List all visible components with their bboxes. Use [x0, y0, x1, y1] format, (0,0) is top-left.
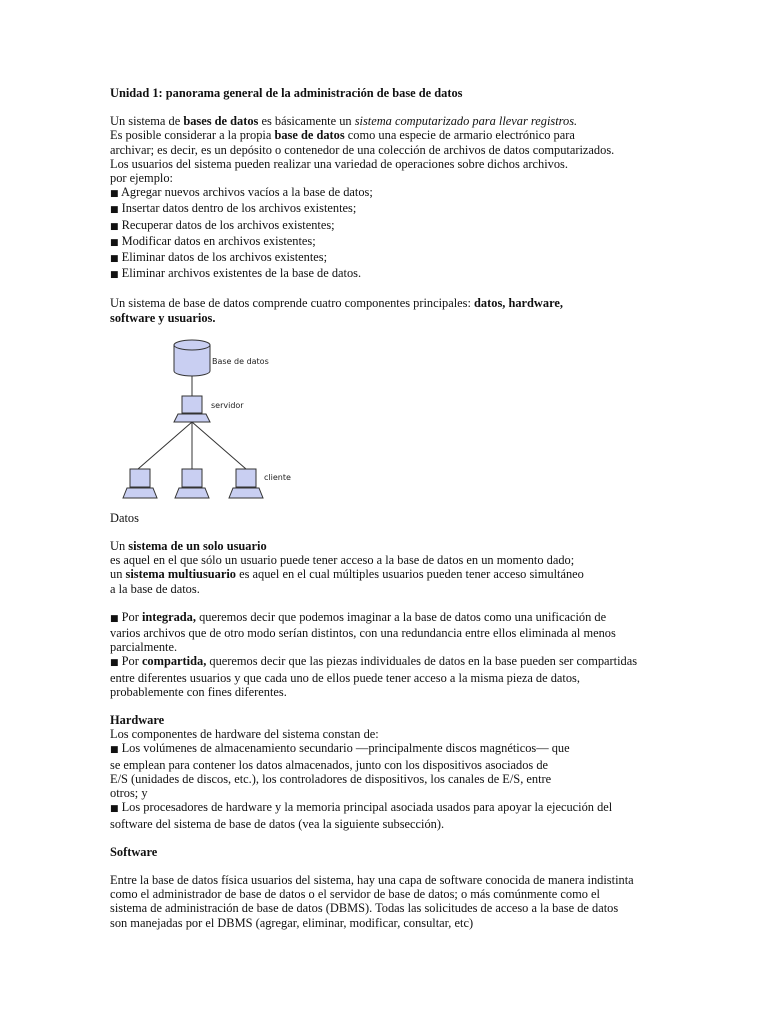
bullet-icon: ■ [110, 658, 119, 669]
italic-term: sistema computarizado para llevar registros. [354, 114, 578, 129]
bullet-icon: ■ [110, 254, 119, 265]
datos-line [110, 567, 670, 581]
bold-term: sistema de un solo usuario [128, 539, 267, 554]
bullet-icon: ■ [110, 237, 119, 248]
bullet-icon: ■ [110, 205, 119, 216]
bold-term: integrada, [141, 609, 196, 624]
list-item-text: Modificar datos en archivos existentes; [121, 233, 316, 248]
text: como una especie de armario electrónico para [344, 128, 575, 143]
compartida-line: entre diferentes usuarios y que cada uno de ellos puede tener acceso a la misma pieza de datos, [110, 670, 580, 685]
section-heading [110, 845, 670, 859]
list-item [110, 185, 670, 201]
bold-term: sistema multiusuario [125, 567, 236, 582]
client-computer-icon [175, 469, 209, 498]
hardware-line: Los componentes de hardware del sistema constan de: [110, 727, 379, 742]
list-item [110, 250, 670, 266]
text: Un sistema de [110, 114, 184, 129]
text: Los procesadores de hardware y la memoria principal asociada usados para apoyar la ejecución del [118, 800, 613, 815]
bold-term: base de datos [274, 128, 345, 143]
text: Los volúmenes de almacenamiento secundario —principalmente discos magnéticos— que [118, 741, 570, 756]
list-item-text: Eliminar datos de los archivos existentes; [121, 250, 328, 265]
bullet-icon: ■ [110, 613, 119, 624]
bullet-icon: ■ [110, 804, 119, 815]
list-item-text: Agregar nuevos archivos vacíos a la base de datos; [120, 185, 373, 200]
bullet-icon: ■ [110, 189, 119, 200]
server-icon [174, 396, 210, 422]
client-server-diagram [110, 336, 300, 501]
network-link [138, 422, 192, 469]
hardware-line [110, 741, 670, 757]
bold-term: software y usuarios. [110, 310, 216, 325]
software-section [110, 845, 670, 930]
integrada-paragraph [110, 610, 670, 655]
list-item [110, 266, 670, 282]
hardware-line: se emplean para contener los datos almacenados, junto con los dispositivos asociados de [110, 757, 549, 772]
bold-term: datos, hardware, [474, 296, 563, 311]
operations-list [110, 185, 670, 282]
text: Por [118, 654, 142, 669]
datos-section [110, 511, 670, 596]
compartida-line: probablemente con fines diferentes. [110, 684, 287, 699]
components-paragraph [110, 296, 670, 324]
page-title: Unidad 1: panorama general de la administración de base de datos [110, 86, 463, 100]
section-heading: Datos [110, 510, 139, 525]
hardware-line: otros; y [110, 786, 148, 801]
list-item-text: Eliminar archivos existentes de la base de datos. [121, 266, 362, 281]
text: es aquel en el cual múltiples usuarios pueden tener acceso simultáneo [236, 567, 584, 582]
server-label: servidor [211, 400, 244, 410]
list-item [110, 201, 670, 217]
bullet-icon: ■ [110, 745, 119, 756]
bullet-icon: ■ [110, 270, 119, 281]
datos-line: es aquel en el que sólo un usuario puede tener acceso a la base de datos en un momento dado; [110, 553, 575, 568]
intro-line: por ejemplo: [110, 171, 173, 186]
heading-text: Hardware [110, 713, 165, 728]
list-item [110, 218, 670, 234]
client-label: cliente [264, 472, 291, 482]
bold-term: bases de datos [183, 114, 259, 129]
list-item-text: Recuperar datos de los archivos existentes; [121, 217, 335, 232]
components-line [110, 311, 670, 325]
intro-line [110, 114, 670, 128]
list-item [110, 234, 670, 250]
integrada-line [110, 610, 670, 626]
software-line: Entre la base de datos física usuarios del sistema, hay una capa de software conocida de manera indistinta [110, 872, 634, 887]
bold-term: compartida, [141, 654, 207, 669]
datos-line: a la base de datos. [110, 581, 200, 596]
hardware-line: software del sistema de base de datos (vea la siguiente subsección). [110, 816, 445, 831]
hardware-section [110, 713, 670, 831]
software-line: son manejadas por el DBMS (agregar, eliminar, modificar, consultar, etc) [110, 915, 474, 930]
integrada-line: varios archivos que de otro modo serían distintos, con una redundancia entre ellos eliminada al menos [110, 626, 616, 641]
datos-line [110, 539, 670, 553]
client-computer-icon [123, 469, 157, 498]
text: Un [110, 539, 129, 554]
components-line [110, 296, 670, 310]
intro-paragraph [110, 114, 670, 185]
text: Por [118, 609, 142, 624]
document-body [110, 86, 670, 930]
client-computer-icon [229, 469, 263, 498]
compartida-line [110, 654, 670, 670]
intro-line [110, 128, 670, 142]
network-link [192, 422, 246, 469]
text: Es posible considerar a la propia [110, 128, 275, 143]
text: Un sistema de base de datos comprende cuatro componentes principales: [110, 296, 475, 311]
text: un [110, 567, 126, 582]
integrada-line: parcialmente. [110, 640, 178, 655]
intro-line: Los usuarios del sistema pueden realizar una variedad de operaciones sobre dichos archivos. [110, 156, 568, 171]
software-line: como el administrador de base de datos o el servidor de base de datos; o más comúnmente como el [110, 887, 600, 902]
software-line: sistema de administración de base de datos (DBMS). Todas las solicitudes de acceso a la base de datos [110, 901, 619, 916]
hardware-line: E/S (unidades de discos, etc.), los controladores de dispositivos, los canales de E/S, entre [110, 771, 552, 786]
intro-line: archivar; es decir, es un depósito o contenedor de una colección de archivos de datos computarizados. [110, 142, 615, 157]
database-icon [174, 340, 210, 376]
text: queremos decir que las piezas individuales de datos en la base pueden ser compartidas [206, 654, 638, 669]
hardware-line [110, 800, 670, 816]
text: queremos decir que podemos imaginar a la base de datos como una unificación de [195, 609, 607, 624]
bullet-icon: ■ [110, 221, 119, 232]
heading-text: Software [110, 844, 158, 859]
text: es básicamente un [258, 114, 355, 129]
list-item-text: Insertar datos dentro de los archivos existentes; [121, 201, 357, 216]
database-label: Base de datos [212, 356, 269, 366]
compartida-paragraph [110, 654, 670, 699]
section-heading [110, 713, 670, 727]
